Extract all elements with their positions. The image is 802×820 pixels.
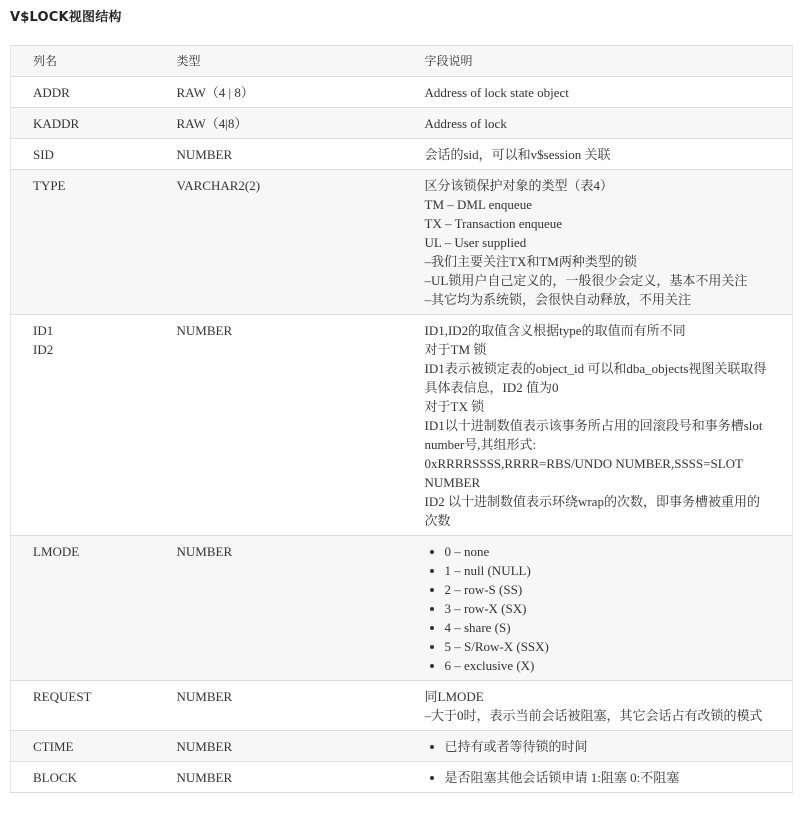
cell-name: REQUEST	[11, 681, 155, 731]
name-line: ID2	[33, 342, 54, 357]
table-row	[11, 681, 793, 731]
lock-mode-list	[425, 542, 769, 675]
cell-name: LMODE	[11, 536, 155, 681]
description-line: 对于TM 锁	[424, 342, 487, 357]
header-column-name: 列名	[11, 46, 155, 77]
description-line: –其它均为系统锁，会很快自动释放，不用关注	[424, 292, 692, 307]
cell-name	[11, 315, 155, 536]
list-item: • 6 – exclusive (X)	[445, 656, 769, 675]
cell-type: RAW（4 | 8）	[155, 77, 407, 108]
table-row	[11, 170, 793, 315]
description-line: ID1以十进制数值表示该事务所占用的回滚段号和事务槽slot number号,其组形式:	[424, 418, 763, 452]
cell-name: TYPE	[11, 170, 155, 315]
cell-name: ADDR	[11, 77, 155, 108]
description-line: ID1,ID2的取值含义根据type的取值而有所不同	[424, 323, 686, 338]
cell-description	[407, 315, 793, 536]
table-header-row	[11, 46, 793, 77]
list-item: • 0 – none	[445, 542, 769, 561]
table-row	[11, 315, 793, 536]
header-type: 类型	[155, 46, 407, 77]
cell-description	[407, 108, 793, 139]
cell-type: NUMBER	[155, 681, 407, 731]
list-item: • 5 – S/Row-X (SSX)	[445, 637, 769, 656]
cell-name: BLOCK	[11, 762, 155, 793]
list-item: • 是否阻塞其他会话锁申请 1:阻塞 0:不阻塞	[445, 768, 769, 787]
lock-view-table	[10, 45, 793, 793]
table-row	[11, 536, 793, 681]
cell-description	[407, 536, 793, 681]
table-row	[11, 108, 793, 139]
cell-description	[407, 139, 793, 170]
description-line: UL – User supplied	[424, 235, 527, 250]
block-list	[425, 768, 769, 787]
cell-description	[407, 77, 793, 108]
header-description: 字段说明	[407, 46, 793, 77]
description-line: TX – Transaction enqueue	[424, 216, 563, 231]
list-item: • 4 – share (S)	[445, 618, 769, 637]
description-line: Address of lock state object	[424, 85, 569, 100]
description-line: Address of lock	[424, 116, 507, 131]
ctime-list	[425, 737, 769, 756]
list-item: • 已持有或者等待锁的时间	[445, 737, 769, 756]
description-line: 对于TX 锁	[424, 399, 485, 414]
cell-description	[407, 170, 793, 315]
cell-type: VARCHAR2(2)	[155, 170, 407, 315]
table-row	[11, 762, 793, 793]
description-line: –UL锁用户自己定义的，一般很少会定义，基本不用关注	[424, 273, 748, 288]
cell-type: NUMBER	[155, 731, 407, 762]
cell-type: NUMBER	[155, 139, 407, 170]
cell-type: NUMBER	[155, 536, 407, 681]
table-row	[11, 731, 793, 762]
description-line: –大于0时，表示当前会话被阻塞，其它会话占有改锁的模式	[424, 708, 763, 723]
cell-type: NUMBER	[155, 315, 407, 536]
table-row	[11, 77, 793, 108]
name-line: ID1	[33, 323, 54, 338]
description-line: ID2 以十进制数值表示环绕wrap的次数，即事务槽被重用的次数	[424, 494, 760, 528]
description-line: ID1表示被锁定表的object_id 可以和dba_objects视图关联取得具体表信息，ID2 值为0	[424, 361, 767, 395]
list-item: • 2 – row-S (SS)	[445, 580, 769, 599]
list-item: • 3 – row-X (SX)	[445, 599, 769, 618]
description-line: 区分该锁保护对象的类型（表4）	[424, 178, 614, 193]
cell-description	[407, 681, 793, 731]
description-line: 会话的sid，可以和v$session 关联	[424, 147, 611, 162]
cell-name: KADDR	[11, 108, 155, 139]
cell-description	[407, 731, 793, 762]
page-title: V$LOCK视图结构	[10, 10, 122, 25]
list-item: • 1 – null (NULL)	[445, 561, 769, 580]
description-line: 同LMODE	[424, 689, 484, 704]
description-line: 0xRRRRSSSS,RRRR=RBS/UNDO NUMBER,SSSS=SLOT NUMBER	[424, 456, 743, 490]
cell-type: NUMBER	[155, 762, 407, 793]
description-line: TM – DML enqueue	[424, 197, 532, 212]
cell-description	[407, 762, 793, 793]
table-row	[11, 139, 793, 170]
cell-name: SID	[11, 139, 155, 170]
cell-name: CTIME	[11, 731, 155, 762]
cell-type: RAW（4|8）	[155, 108, 407, 139]
description-line: –我们主要关注TX和TM两种类型的锁	[424, 254, 637, 269]
